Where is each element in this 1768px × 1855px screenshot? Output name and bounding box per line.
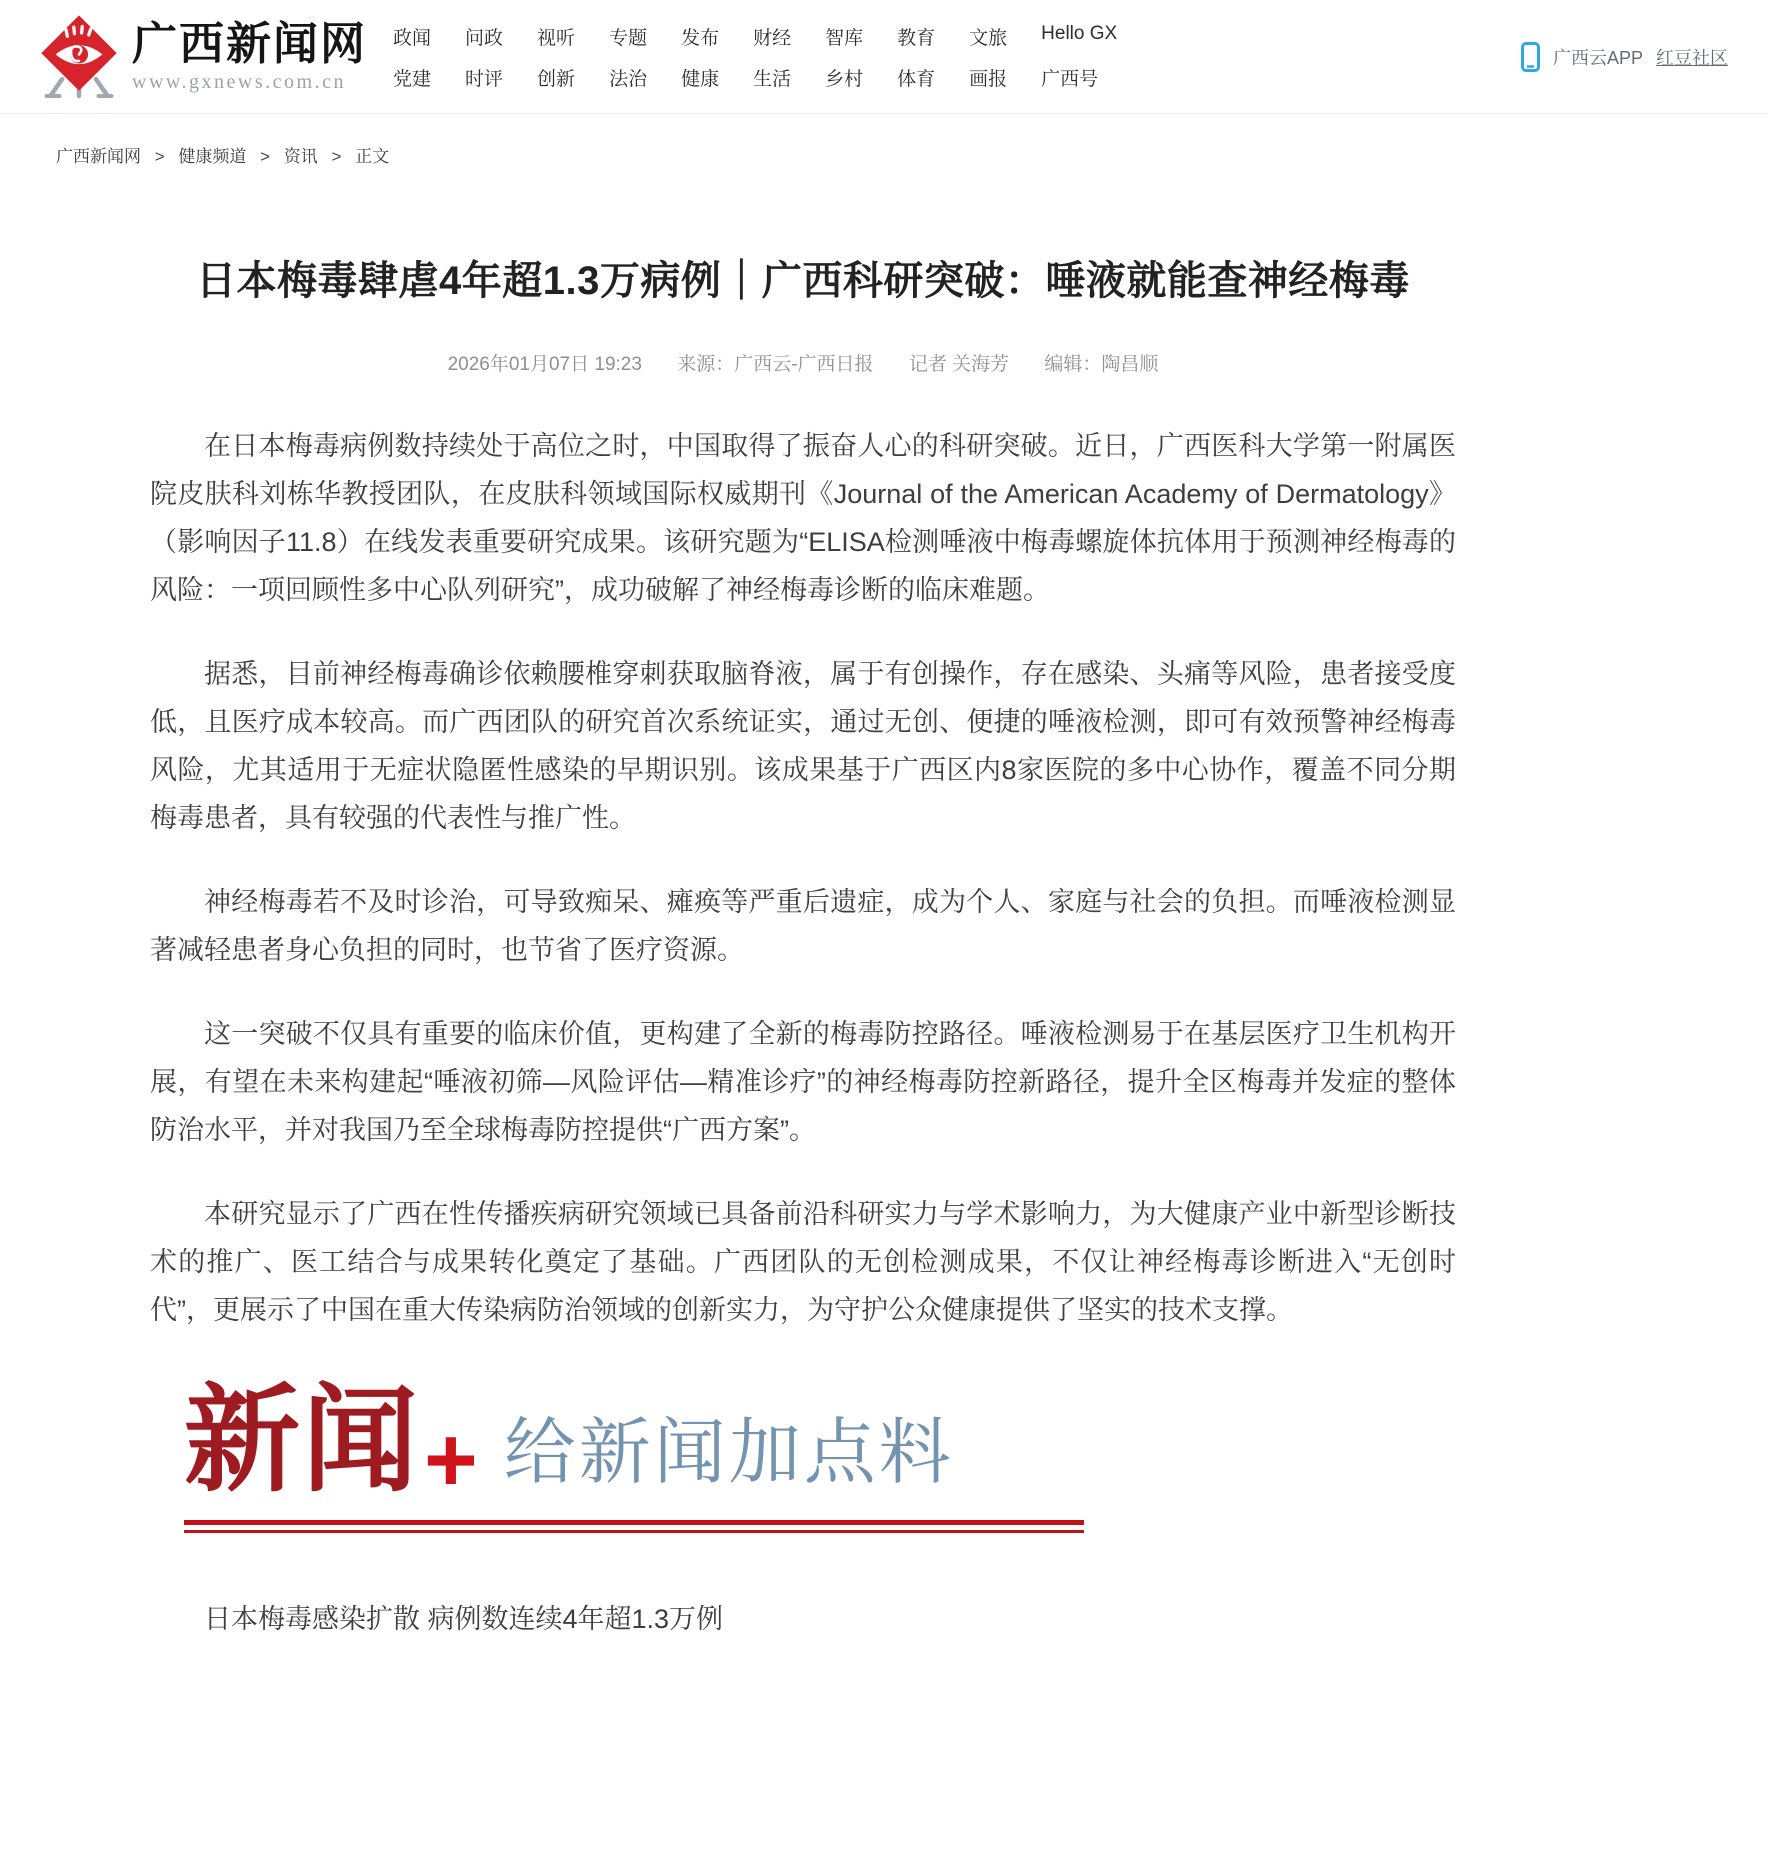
nav-item-caijing[interactable]: 财经	[753, 27, 792, 49]
article-paragraph: 在日本梅毒病例数持续处于高位之时，中国取得了振奋人心的科研突破。近日，广西医科大学第一附属医院皮肤科刘栋华教授团队，在皮肤科领域国际权威期刊《Journal of the American Academy of Dermatology》（影响因子11.8）在线发表重要研究成果。该研究题为“ELISA检测唾液中梅毒螺旋体抗体用于预测神经梅毒的风险：一项回顾性多中心队列研究”，成功破解了神经梅毒诊断的临床难题。	[150, 431, 1456, 605]
gxnews-logo-icon	[40, 14, 118, 100]
banner-slogan: 给新闻加点料	[503, 1413, 954, 1494]
nav-item-fazhi[interactable]: 法治	[609, 68, 648, 90]
breadcrumb-separator: >	[154, 147, 165, 166]
article-body	[150, 422, 1456, 1334]
article-paragraph: 这一突破不仅具有重要的临床价值，更构建了全新的梅毒防控路径。唾液检测易于在基层医疗卫生机构开展，有望在未来构建起“唾液初筛—风险评估—精准诊疗”的神经梅毒防控新路径，提升全区梅毒并发症的整体防治水平，并对我国乃至全球梅毒防控提供“广西方案”。	[150, 1019, 1456, 1145]
article-paragraph: 本研究显示了广西在性传播疾病研究领域已具备前沿科研实力与学术影响力，为大健康产业中新型诊断技术的推广、医工结合与成果转化奠定了基础。广西团队的无创检测成果，不仅让神经梅毒诊断进入“无创时代”，更展示了中国在重大传染病防治领域的创新实力，为守护公众健康提供了坚实的技术支撑。	[150, 1199, 1456, 1325]
site-name: 广西新闻网	[132, 18, 368, 69]
article-datetime: 2026年01月07日 19:23	[447, 354, 642, 375]
breadcrumb-news[interactable]: 资讯	[283, 147, 318, 166]
article-source: 来源：广西云-广西日报	[677, 354, 874, 375]
nav-item-jiaoyu[interactable]: 教育	[897, 27, 936, 49]
nav-item-hellogx[interactable]: Hello GX	[1041, 22, 1118, 44]
article-title: 日本梅毒肆虐4年超1.3万病例｜广西科研突破：唾液就能查神经梅毒	[196, 259, 1410, 303]
nav-item-dangjian[interactable]: 党建	[393, 68, 432, 90]
nav-item-chuangxin[interactable]: 创新	[537, 68, 576, 90]
site-header	[0, 0, 1768, 114]
banner-plus-sign: +	[424, 1409, 478, 1512]
nav-item-wenlv[interactable]: 文旅	[969, 27, 1008, 49]
article-reporter: 记者 关海芳	[908, 354, 1010, 375]
article-paragraph: 神经梅毒若不及时诊治，可导致痴呆、瘫痪等严重后遗症，成为个人、家庭与社会的负担。而唾液检测显著减轻患者身心负担的同时，也节省了医疗资源。	[150, 887, 1456, 965]
nav-item-xiangcun[interactable]: 乡村	[825, 68, 864, 90]
breadcrumb-home[interactable]: 广西新闻网	[56, 147, 141, 166]
breadcrumb-separator: >	[331, 147, 342, 166]
site-url: www.gxnews.com.cn	[132, 71, 346, 93]
nav-item-fabu[interactable]: 发布	[681, 27, 720, 49]
article	[150, 255, 1456, 1643]
nav-item-shiting[interactable]: 视听	[537, 27, 576, 49]
breadcrumb	[0, 114, 1768, 167]
nav-item-zhuanti[interactable]: 专题	[609, 27, 648, 49]
article-paragraph: 据悉，目前神经梅毒确诊依赖腰椎穿刺获取脑脊液，属于有创操作，存在感染、头痛等风险，患者接受度低，且医疗成本较高。而广西团队的研究首次系统证实，通过无创、便捷的唾液检测，即可有效预警神经梅毒风险，尤其适用于无症状隐匿性感染的早期识别。该成果基于广西区内8家医院的多中心协作，覆盖不同分期梅毒患者，具有较强的代表性与推广性。	[150, 659, 1456, 833]
nav-item-shenghuo[interactable]: 生活	[753, 68, 792, 90]
mobile-phone-icon	[1521, 42, 1540, 72]
nav-item-wenzheng[interactable]: 问政	[465, 27, 504, 49]
hongdou-community-link[interactable]: 红豆社区	[1656, 47, 1728, 68]
article-editor: 编辑：陶昌顺	[1044, 354, 1159, 375]
banner-divider-lines	[184, 1520, 1084, 1533]
nav-item-zhengwen[interactable]: 政闻	[393, 27, 432, 49]
main-nav	[393, 23, 1117, 91]
breadcrumb-separator: >	[260, 147, 271, 166]
nav-item-guangxihao[interactable]: 广西号	[1041, 68, 1099, 90]
article-subheading: 日本梅毒感染扩散 病例数连续4年超1.3万例	[204, 1604, 724, 1634]
article-meta	[150, 349, 1456, 376]
site-logo[interactable]	[40, 14, 367, 100]
nav-item-jiankang[interactable]: 健康	[681, 68, 720, 90]
nav-item-shiping[interactable]: 时评	[465, 68, 504, 90]
nav-item-tiyu[interactable]: 体育	[897, 68, 936, 90]
breadcrumb-health-channel[interactable]: 健康频道	[178, 147, 247, 166]
gxy-app-link[interactable]: 广西云APP	[1552, 47, 1643, 68]
breadcrumb-current-article: 正文	[355, 147, 390, 166]
nav-item-zhiku[interactable]: 智库	[825, 27, 864, 49]
nav-item-huabao[interactable]: 画报	[969, 68, 1008, 90]
header-right-links	[1521, 42, 1728, 72]
banner-word-news: 新闻	[184, 1378, 420, 1506]
news-plus-banner	[184, 1378, 1084, 1533]
